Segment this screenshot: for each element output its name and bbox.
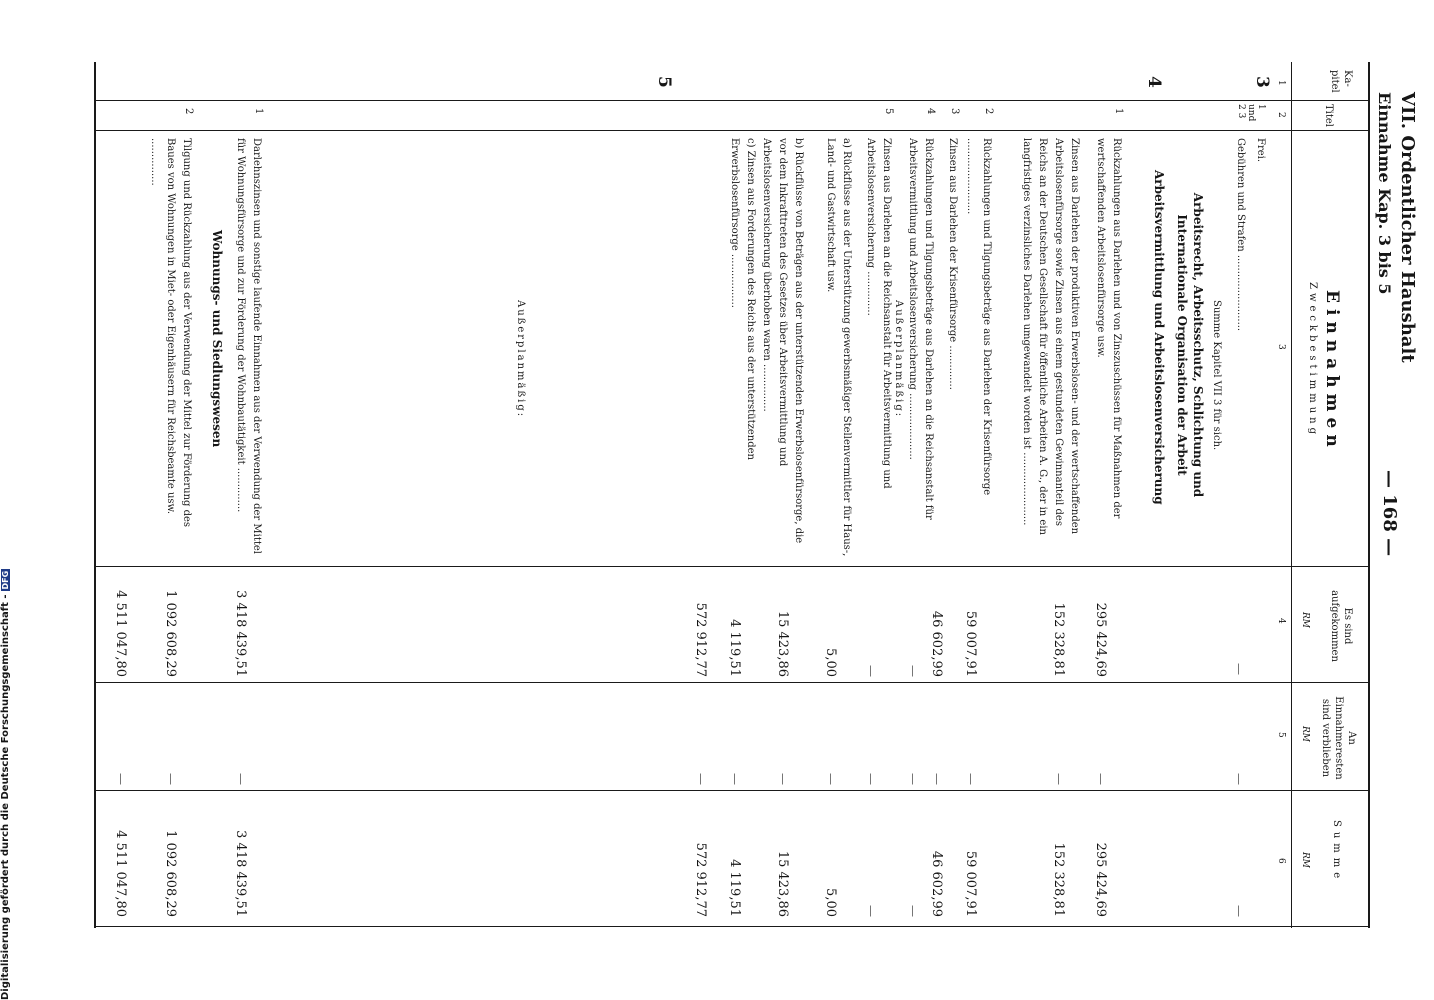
row-amount: 3 418 439,51 xyxy=(233,590,248,677)
row-rest: — xyxy=(1094,773,1108,785)
chapter-3-rest: — xyxy=(1232,773,1246,785)
row-titel: 4 xyxy=(925,108,936,115)
row-sum: 572 912,77 xyxy=(693,842,708,917)
row-text: Zinsen aus Darlehen an die Reichsanstalt für Arbeitsvermittlung und Arbeitslosenversicherung .............. xyxy=(865,138,892,489)
unit-label-4: RM xyxy=(1300,612,1310,628)
row-sum: 5,00 xyxy=(823,888,838,917)
row-amount: 1 092 608,29 xyxy=(163,590,178,677)
row-amount: 4 119,51 xyxy=(727,619,742,677)
chapter-3-amount: — xyxy=(1232,663,1246,675)
row-rest: — xyxy=(114,773,128,785)
chapter-4-heading: Arbeitsrecht, Arbeitsschutz, Schlichtung und Internationale Organisation der Arbeit xyxy=(1175,192,1205,498)
row-amount: 295 424,69 xyxy=(1093,602,1108,677)
header-bottom-rule xyxy=(1291,62,1292,928)
page-subtitle: Einnahme Kap. 3 bis 5 xyxy=(1375,92,1394,295)
row-text: Darlehnszinsen und sonstige laufende Einnahmen aus der Verwendung der Mittel für Wohnungsfürsorge und zur Förderung der Wohnbautätigkeit .............. xyxy=(235,138,262,554)
col-number-3: 3 xyxy=(1276,344,1286,350)
unit-label-5: RM xyxy=(1300,726,1310,742)
row-sum: 4 511 047,80 xyxy=(113,830,128,917)
col-number-2: 2 xyxy=(1276,112,1286,118)
chapter-4-subheading: Arbeitsvermittlung und Arbeitslosenversicherung xyxy=(1152,170,1166,505)
chapter-3-gebuehren: Gebühren und Strafen ........................ xyxy=(1235,138,1246,332)
row-rest: — xyxy=(776,773,790,785)
row-rest: — xyxy=(164,773,178,785)
row-rest: — xyxy=(906,773,920,785)
col-divider-sum xyxy=(96,926,1370,927)
section-title: VII. Ordentlicher Haushalt xyxy=(1397,92,1418,363)
col-divider-titel xyxy=(96,130,1370,131)
col-header-kapitel: Ka- pitel xyxy=(1329,70,1353,93)
row-text: Tilgung und Rückzahlung aus der Verwendung der Mittel zur Förderung des Baues von Wohnungen in Miet- oder Eigenhäusern für Reichsbeamte usw. ............... xyxy=(149,138,192,528)
chapter-5-heading: Wohnungs- und Siedlungswesen xyxy=(210,230,224,448)
row-titel: 1 xyxy=(253,108,264,115)
chapter-3-titles: 1 und 2 3 xyxy=(1236,104,1266,122)
row-rest: — xyxy=(930,773,944,785)
row-sum: 3 418 439,51 xyxy=(233,830,248,917)
row-amount: 46 602,99 xyxy=(929,610,944,677)
chapter-3-number: 3 xyxy=(1252,76,1272,88)
col-divider-text xyxy=(96,566,1370,567)
ausserplanmaessig-label-1: Außerplanmäßig: xyxy=(893,300,904,419)
row-text: Rückzahlungen und Tilgungsbeträge aus Darlehen der Krisenfürsorge ........................ xyxy=(965,138,992,496)
row-sum: — xyxy=(906,905,920,917)
col-header-einnahmen: Einnahmen xyxy=(1322,290,1342,453)
row-sum: — xyxy=(864,905,878,917)
col-number-1: 1 xyxy=(1276,80,1286,86)
col-divider-kapitel xyxy=(96,100,1370,101)
row-amount: 59 007,91 xyxy=(963,610,978,677)
row-amount: — xyxy=(864,665,878,677)
unit-label-6: RM xyxy=(1300,852,1310,868)
table-top-rule xyxy=(1368,62,1370,928)
col-number-4: 4 xyxy=(1276,618,1286,624)
col-number-6: 6 xyxy=(1276,858,1286,864)
row-text: b) Rückflüsse von Beträgen aus der unterstützenden Erwerbslosenfürsorge, die vor dem Inkrafttreten des Gesetzes über Arbeitsvermittlung und Arbeitslosenversicherung überhoben waren ............... xyxy=(761,138,804,544)
chapter-4-number: 4 xyxy=(1144,76,1164,88)
row-amount: 4 511 047,80 xyxy=(113,590,128,677)
row-rest: — xyxy=(1052,773,1066,785)
row-text: Rückzahlungen aus Darlehen und von Zinszuschüssen für Maßnahmen der wertschaffenden Arbeitslosenfürsorge usw. xyxy=(1095,138,1122,519)
row-titel: 1 xyxy=(1113,108,1124,115)
col-divider-rest xyxy=(96,790,1370,791)
chapter-3-frei: Frei. xyxy=(1255,138,1266,163)
row-sum: 1 092 608,29 xyxy=(163,830,178,917)
col-number-5: 5 xyxy=(1276,732,1286,738)
row-text: c) Zinsen aus Forderungen des Reichs aus der unterstützenden Erwerbslosenfürsorge ................. xyxy=(729,138,756,460)
digitization-footer xyxy=(0,569,11,1000)
col-header-titel: Titel xyxy=(1323,104,1334,128)
row-amount: 152 328,81 xyxy=(1051,602,1066,677)
row-sum: 4 119,51 xyxy=(727,859,742,917)
row-sum: 15 423,86 xyxy=(775,850,790,917)
row-sum: 59 007,91 xyxy=(963,850,978,917)
row-rest: — xyxy=(728,773,742,785)
row-titel: 3 xyxy=(949,108,960,115)
table-bottom-rule xyxy=(94,62,96,928)
row-text: Zinsen aus Darlehen der produktiven Erwerbslosen- und der wertschaffenden Arbeitslosenfürsorge sowie Zinsen aus einem gestundeten Gewinnanteil des Reichs an der Deutschen Gesellschaft für öffentliche Arbeiten A. G., der in ein langfristiges verzinsliches Darlehen umgewandelt worden ist ....................... xyxy=(1021,138,1080,535)
row-sum: 295 424,69 xyxy=(1093,842,1108,917)
row-rest: — xyxy=(234,773,248,785)
chapter-5-number: 5 xyxy=(654,76,674,88)
row-amount: 572 912,77 xyxy=(693,602,708,677)
chapter-3-sum-label: Summe Kapitel VII 3 für sich. xyxy=(1211,300,1222,451)
row-rest: — xyxy=(694,773,708,785)
row-titel: 2 xyxy=(183,108,194,115)
col-header-zweck: Zweckbestimmung xyxy=(1307,282,1318,439)
row-amount: 5,00 xyxy=(823,648,838,677)
row-sum: 152 328,81 xyxy=(1051,842,1066,917)
col-header-reste: An Einnahmeresten sind verblieben xyxy=(1320,696,1357,780)
chapter-3-sum: — xyxy=(1232,905,1246,917)
row-titel: 2 xyxy=(983,108,994,115)
row-rest: — xyxy=(824,773,838,785)
row-sum: 46 602,99 xyxy=(929,850,944,917)
footer-text: Digitalisierung gefördert durch die Deutsche Forschungsgemeinschaft - xyxy=(0,594,11,1000)
row-text: a) Rückflüsse aus der Unterstützung gewerbsmäßiger Stellenvermittler für Haus-, Land- und Gastwirtschaft usw. xyxy=(825,138,852,557)
ausserplanmaessig-label-2: Außerplanmäßig: xyxy=(515,300,526,419)
row-rest: — xyxy=(864,773,878,785)
row-text: Zinsen aus Darlehen der Krisenfürsorge .............. xyxy=(947,138,958,390)
row-titel: 5 xyxy=(883,108,894,115)
page-number: — 168 — xyxy=(1379,470,1400,557)
dfg-logo: DFG xyxy=(1,570,10,590)
col-header-aufgekommen: Es sind aufgekommen xyxy=(1329,590,1353,662)
row-text: Rückzahlungen und Tilgungsbeträge aus Darlehen an die Reichsanstalt für Arbeitsvermittlung und Arbeitslosenversicherung ..................... xyxy=(907,138,934,520)
col-header-summe: Summe xyxy=(1331,820,1342,884)
row-rest: — xyxy=(964,773,978,785)
row-amount: 15 423,86 xyxy=(775,610,790,677)
row-amount: — xyxy=(906,665,920,677)
